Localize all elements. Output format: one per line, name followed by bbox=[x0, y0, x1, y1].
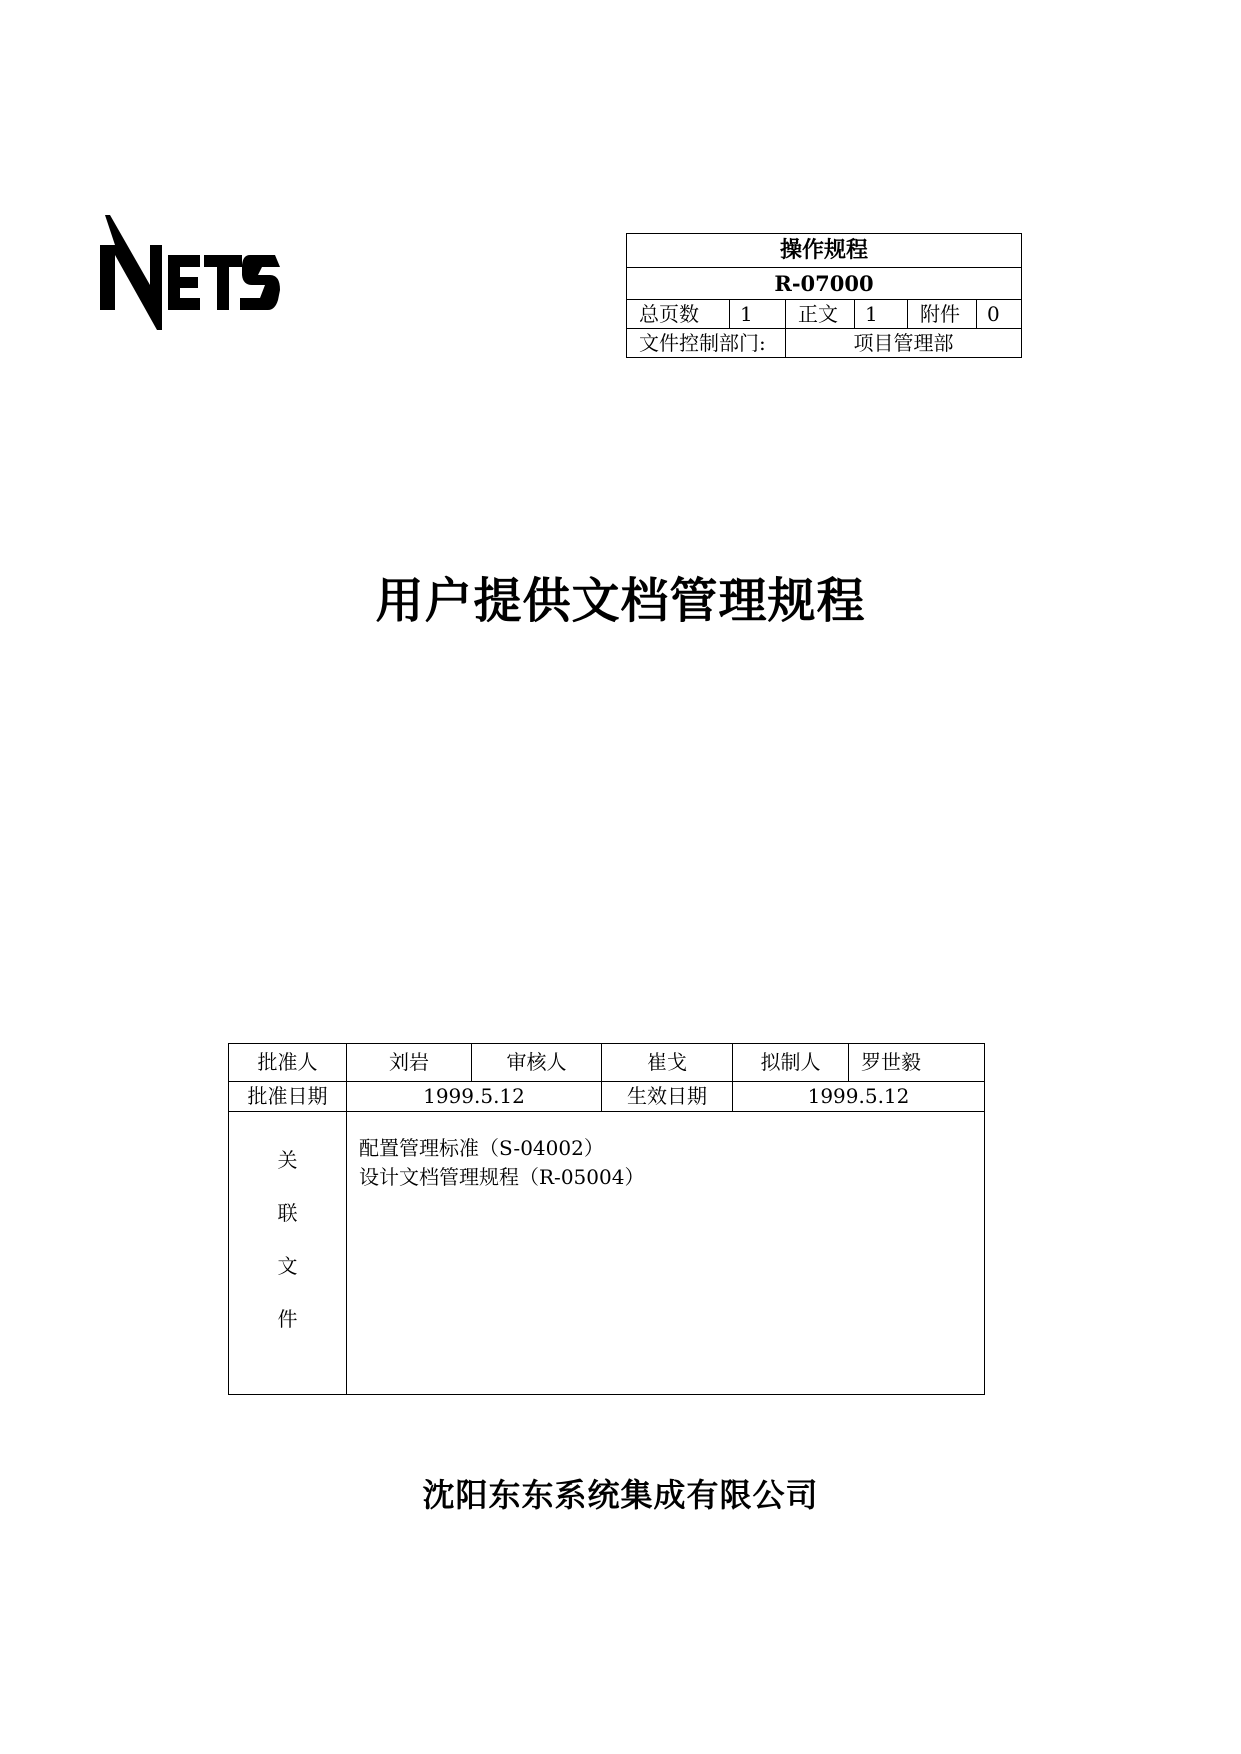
related-label-char: 联 bbox=[277, 1201, 298, 1225]
doc-code: R-07000 bbox=[627, 268, 1022, 300]
drafter-label: 拟制人 bbox=[733, 1044, 849, 1082]
total-pages-label: 总页数 bbox=[627, 300, 730, 329]
body-label: 正文 bbox=[786, 300, 855, 329]
attachment-label: 附件 bbox=[908, 300, 977, 329]
total-pages-value: 1 bbox=[730, 300, 786, 329]
drafter-value: 罗世毅 bbox=[849, 1044, 985, 1082]
approver-value: 刘岩 bbox=[347, 1044, 472, 1082]
dept-label: 文件控制部门: bbox=[627, 329, 786, 358]
body-value: 1 bbox=[855, 300, 908, 329]
related-label-char: 件 bbox=[277, 1307, 298, 1331]
reviewer-label: 审核人 bbox=[472, 1044, 602, 1082]
related-doc-item: 配置管理标准（S-04002） bbox=[359, 1136, 604, 1160]
related-label-char: 文 bbox=[277, 1254, 298, 1278]
main-title: 用户提供文档管理规程 bbox=[375, 573, 866, 629]
document-info-table bbox=[626, 233, 1022, 358]
related-docs-list bbox=[347, 1112, 985, 1395]
effective-date-label: 生效日期 bbox=[602, 1082, 733, 1112]
dept-value: 项目管理部 bbox=[786, 329, 1022, 358]
attachment-value: 0 bbox=[977, 300, 1022, 329]
related-doc-item: 设计文档管理规程（R-05004） bbox=[359, 1165, 645, 1189]
approve-date-value: 1999.5.12 bbox=[347, 1082, 602, 1112]
related-label-char: 关 bbox=[277, 1148, 298, 1172]
nets-logo bbox=[100, 215, 310, 330]
approve-date-label: 批准日期 bbox=[229, 1082, 347, 1112]
related-docs-label bbox=[229, 1112, 347, 1395]
company-name: 沈阳东东系统集成有限公司 bbox=[422, 1476, 819, 1514]
reviewer-value: 崔戈 bbox=[602, 1044, 733, 1082]
doc-type-title: 操作规程 bbox=[627, 234, 1022, 268]
approver-label: 批准人 bbox=[229, 1044, 347, 1082]
effective-date-value: 1999.5.12 bbox=[733, 1082, 985, 1112]
approval-table bbox=[228, 1043, 985, 1395]
